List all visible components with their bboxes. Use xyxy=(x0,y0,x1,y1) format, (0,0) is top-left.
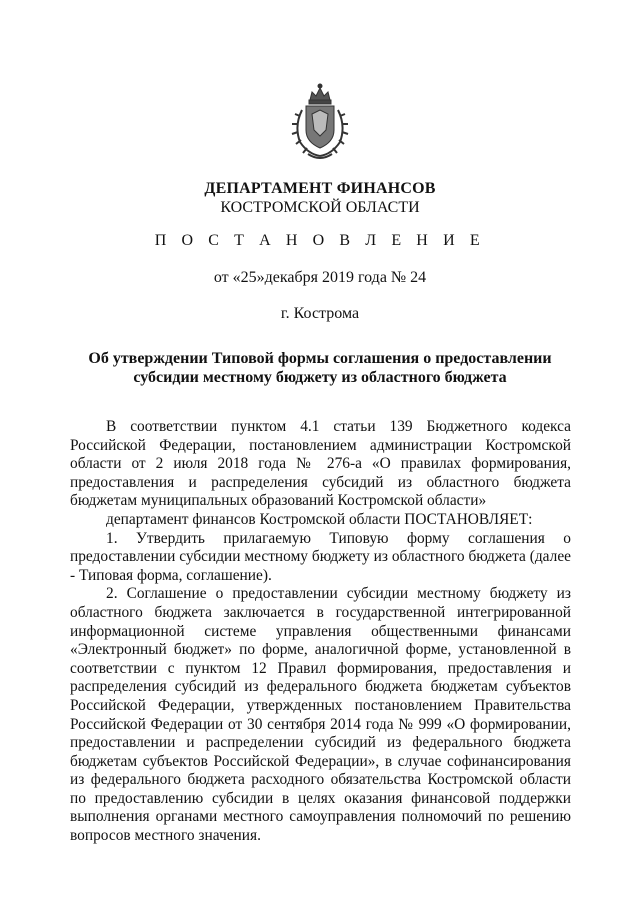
document-subject: Об утверждении Типовой формы соглашения о предоставлении субсидии местному бюджету из областного бюджета xyxy=(88,350,552,386)
department-region: КОСТРОМСКОЙ ОБЛАСТИ xyxy=(220,199,420,216)
department-title: ДЕПАРТАМЕНТ ФИНАНСОВ xyxy=(204,180,436,197)
body-paragraph: 1. Утвердить прилагаемую Типовую форму соглашения о предоставлении субсидии местному бюджету из областного бюджета (далее - Типовая форма, соглашение). xyxy=(70,529,571,584)
document-type: П О С Т А Н О В Л Е Н И Е xyxy=(154,232,486,249)
body-paragraph: 2. Соглашение о предоставлении субсидии местному бюджету из областного бюджета заключается в государственной интегрированной информационной системе управления общественными финансами «Электронный бюджет» по форме, аналогичной форме, установленной в соответствии с пунктом 12 Правил формирования, предоставления и распределения субсидий из федерального бюджета бюджетам субъектов Российской Федерации, утвержденных постановлением Правительства Российской Федерации от 30 сентября 2014 года № 999 «О формировании, предоставлении и распределении субсидий из федерального бюджета бюджетам субъектов Российской Федерации», в случае софинансирования из федерального бюджета расходного обязательства Костромской области по предоставлению субсидии в целях оказания финансовой поддержки выполнения органами местного самоуправления полномочий по решению вопросов местного значения. xyxy=(70,585,571,845)
coat-of-arms-icon xyxy=(286,82,354,162)
document-date-number: от «25»декабря 2019 года № 24 xyxy=(213,269,427,286)
body-paragraph: В соответствии пунктом 4.1 статьи 139 Бюджетного кодекса Российской Федерации, постановлением администрации Костромской области от 2 июля 2018 года № 276-а «О правилах формирования, предоставления и распределения субсидий из областного бюджета бюджетам муниципальных образований Костромской области» xyxy=(70,418,571,510)
document-city: г. Кострома xyxy=(280,305,360,322)
body-paragraph: департамент финансов Костромской области ПОСТАНОВЛЯЕТ: xyxy=(106,510,533,528)
document-body xyxy=(70,418,571,846)
